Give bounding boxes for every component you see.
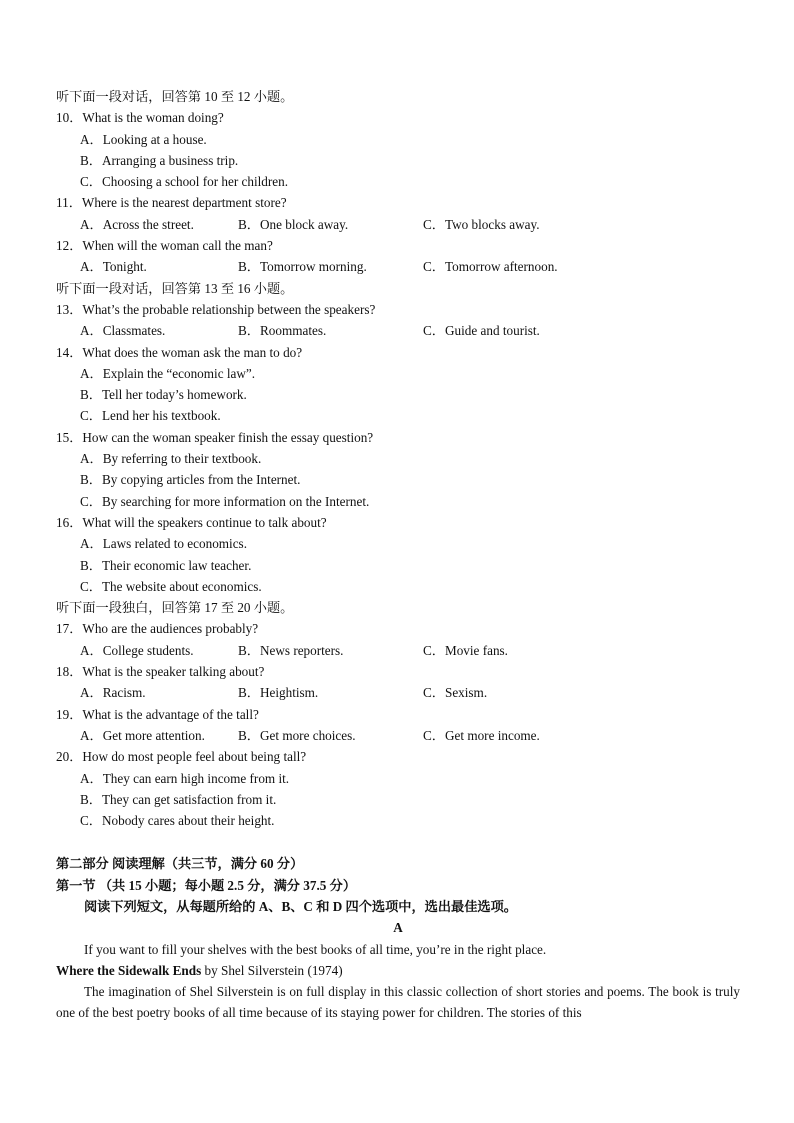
reading-instruction: 阅读下列短文，从每题所给的 A、B、C 和 D 四个选项中，选出最佳选项。 bbox=[84, 898, 517, 914]
question-text: 11．Where is the nearest department store? bbox=[56, 195, 287, 211]
option-text: C．Two blocks away. bbox=[423, 216, 540, 232]
option-text: A．Classmates. bbox=[80, 323, 166, 339]
option-text: B．By copying articles from the Internet. bbox=[80, 472, 301, 488]
option-text: B．Tell her today’s homework. bbox=[80, 387, 247, 403]
option-text: B．Arranging a business trip. bbox=[80, 152, 239, 168]
option-text: C．Nobody cares about their height. bbox=[80, 813, 275, 829]
section-instruction: 听下面一段对话，回答第 10 至 12 小题。 bbox=[56, 89, 294, 104]
section-title: 第一节 （共 15 小题；每小题 2.5 分，满分 37.5 分） bbox=[56, 877, 357, 893]
option-text: C．Get more income. bbox=[423, 727, 540, 743]
option-row bbox=[56, 256, 740, 277]
option-text: C．Sexism. bbox=[423, 685, 488, 701]
option-text: A．Racism. bbox=[80, 685, 146, 701]
option-text: B．Their economic law teacher. bbox=[80, 557, 252, 573]
option-text: B．They can get satisfaction from it. bbox=[80, 791, 277, 807]
option-text: A．They can earn high income from it. bbox=[80, 770, 290, 786]
option-text: C．Lend her his textbook. bbox=[80, 408, 221, 424]
question-text: 12．When will the woman call the man? bbox=[56, 238, 273, 254]
book-heading bbox=[56, 960, 740, 981]
reading-section bbox=[56, 853, 740, 1023]
option-row bbox=[56, 214, 740, 235]
option-row bbox=[56, 725, 740, 746]
option-text: A．Looking at a house. bbox=[80, 131, 207, 147]
question-text: 15．How can the woman speaker finish the essay question? bbox=[56, 429, 374, 445]
book-meta: by Shel Silverstein (1974) bbox=[201, 962, 343, 978]
section-instruction: 听下面一段对话，回答第 13 至 16 小题。 bbox=[56, 280, 294, 296]
question-text: 17．Who are the audiences probably? bbox=[56, 621, 259, 637]
question-text: 18．What is the speaker talking about? bbox=[56, 664, 265, 680]
option-text: A．By referring to their textbook. bbox=[80, 451, 262, 467]
part-title: 第二部分 阅读理解（共三节，满分 60 分） bbox=[56, 856, 304, 872]
passage-label: A bbox=[393, 920, 403, 936]
listening-section bbox=[56, 86, 740, 831]
option-text: C．Tomorrow afternoon. bbox=[423, 259, 558, 275]
option-row bbox=[56, 682, 740, 703]
option-text: C．Guide and tourist. bbox=[423, 323, 540, 339]
option-text: B．Get more choices. bbox=[238, 727, 356, 743]
option-text: B．News reporters. bbox=[238, 642, 344, 658]
exam-page bbox=[56, 86, 740, 1024]
question-text: 16．What will the speakers continue to talk about? bbox=[56, 514, 327, 530]
question-text: 14．What does the woman ask the man to do? bbox=[56, 344, 303, 360]
option-text: B．Roommates. bbox=[238, 323, 327, 339]
question-text: 19．What is the advantage of the tall? bbox=[56, 706, 259, 722]
option-text: A．Get more attention. bbox=[80, 727, 205, 743]
option-text: C．Movie fans. bbox=[423, 642, 508, 658]
book-paragraph: The imagination of Shel Silverstein is on full display in this classic collection of short stories and poems. The book is truly one of the best poetry books of all time because of its staying power for children. The stories of this bbox=[56, 984, 740, 1021]
question-text: 13．What’s the probable relationship between the speakers? bbox=[56, 301, 376, 317]
option-text: A．Across the street. bbox=[80, 216, 194, 232]
option-text: B．Heightism. bbox=[238, 685, 319, 701]
option-row bbox=[56, 320, 740, 341]
option-text: A．Laws related to economics. bbox=[80, 536, 247, 552]
option-text: A．Tonight. bbox=[80, 259, 147, 275]
option-text: A．College students. bbox=[80, 642, 194, 658]
passage-intro: If you want to fill your shelves with the best books of all time, you’re in the right place. bbox=[84, 941, 547, 957]
option-text: C．The website about economics. bbox=[80, 578, 262, 594]
option-text: C．Choosing a school for her children. bbox=[80, 174, 289, 190]
option-text: A．Explain the “economic law”. bbox=[80, 365, 256, 381]
option-text: C．By searching for more information on the Internet. bbox=[80, 493, 370, 509]
book-title: Where the Sidewalk Ends bbox=[56, 962, 202, 978]
option-row bbox=[56, 640, 740, 661]
section-instruction: 听下面一段独白，回答第 17 至 20 小题。 bbox=[56, 600, 294, 616]
question-text: 20．How do most people feel about being tall? bbox=[56, 749, 307, 765]
question-text: 10．What is the woman doing? bbox=[56, 110, 224, 126]
option-text: B．One block away. bbox=[238, 216, 349, 232]
option-text: B．Tomorrow morning. bbox=[238, 259, 367, 275]
